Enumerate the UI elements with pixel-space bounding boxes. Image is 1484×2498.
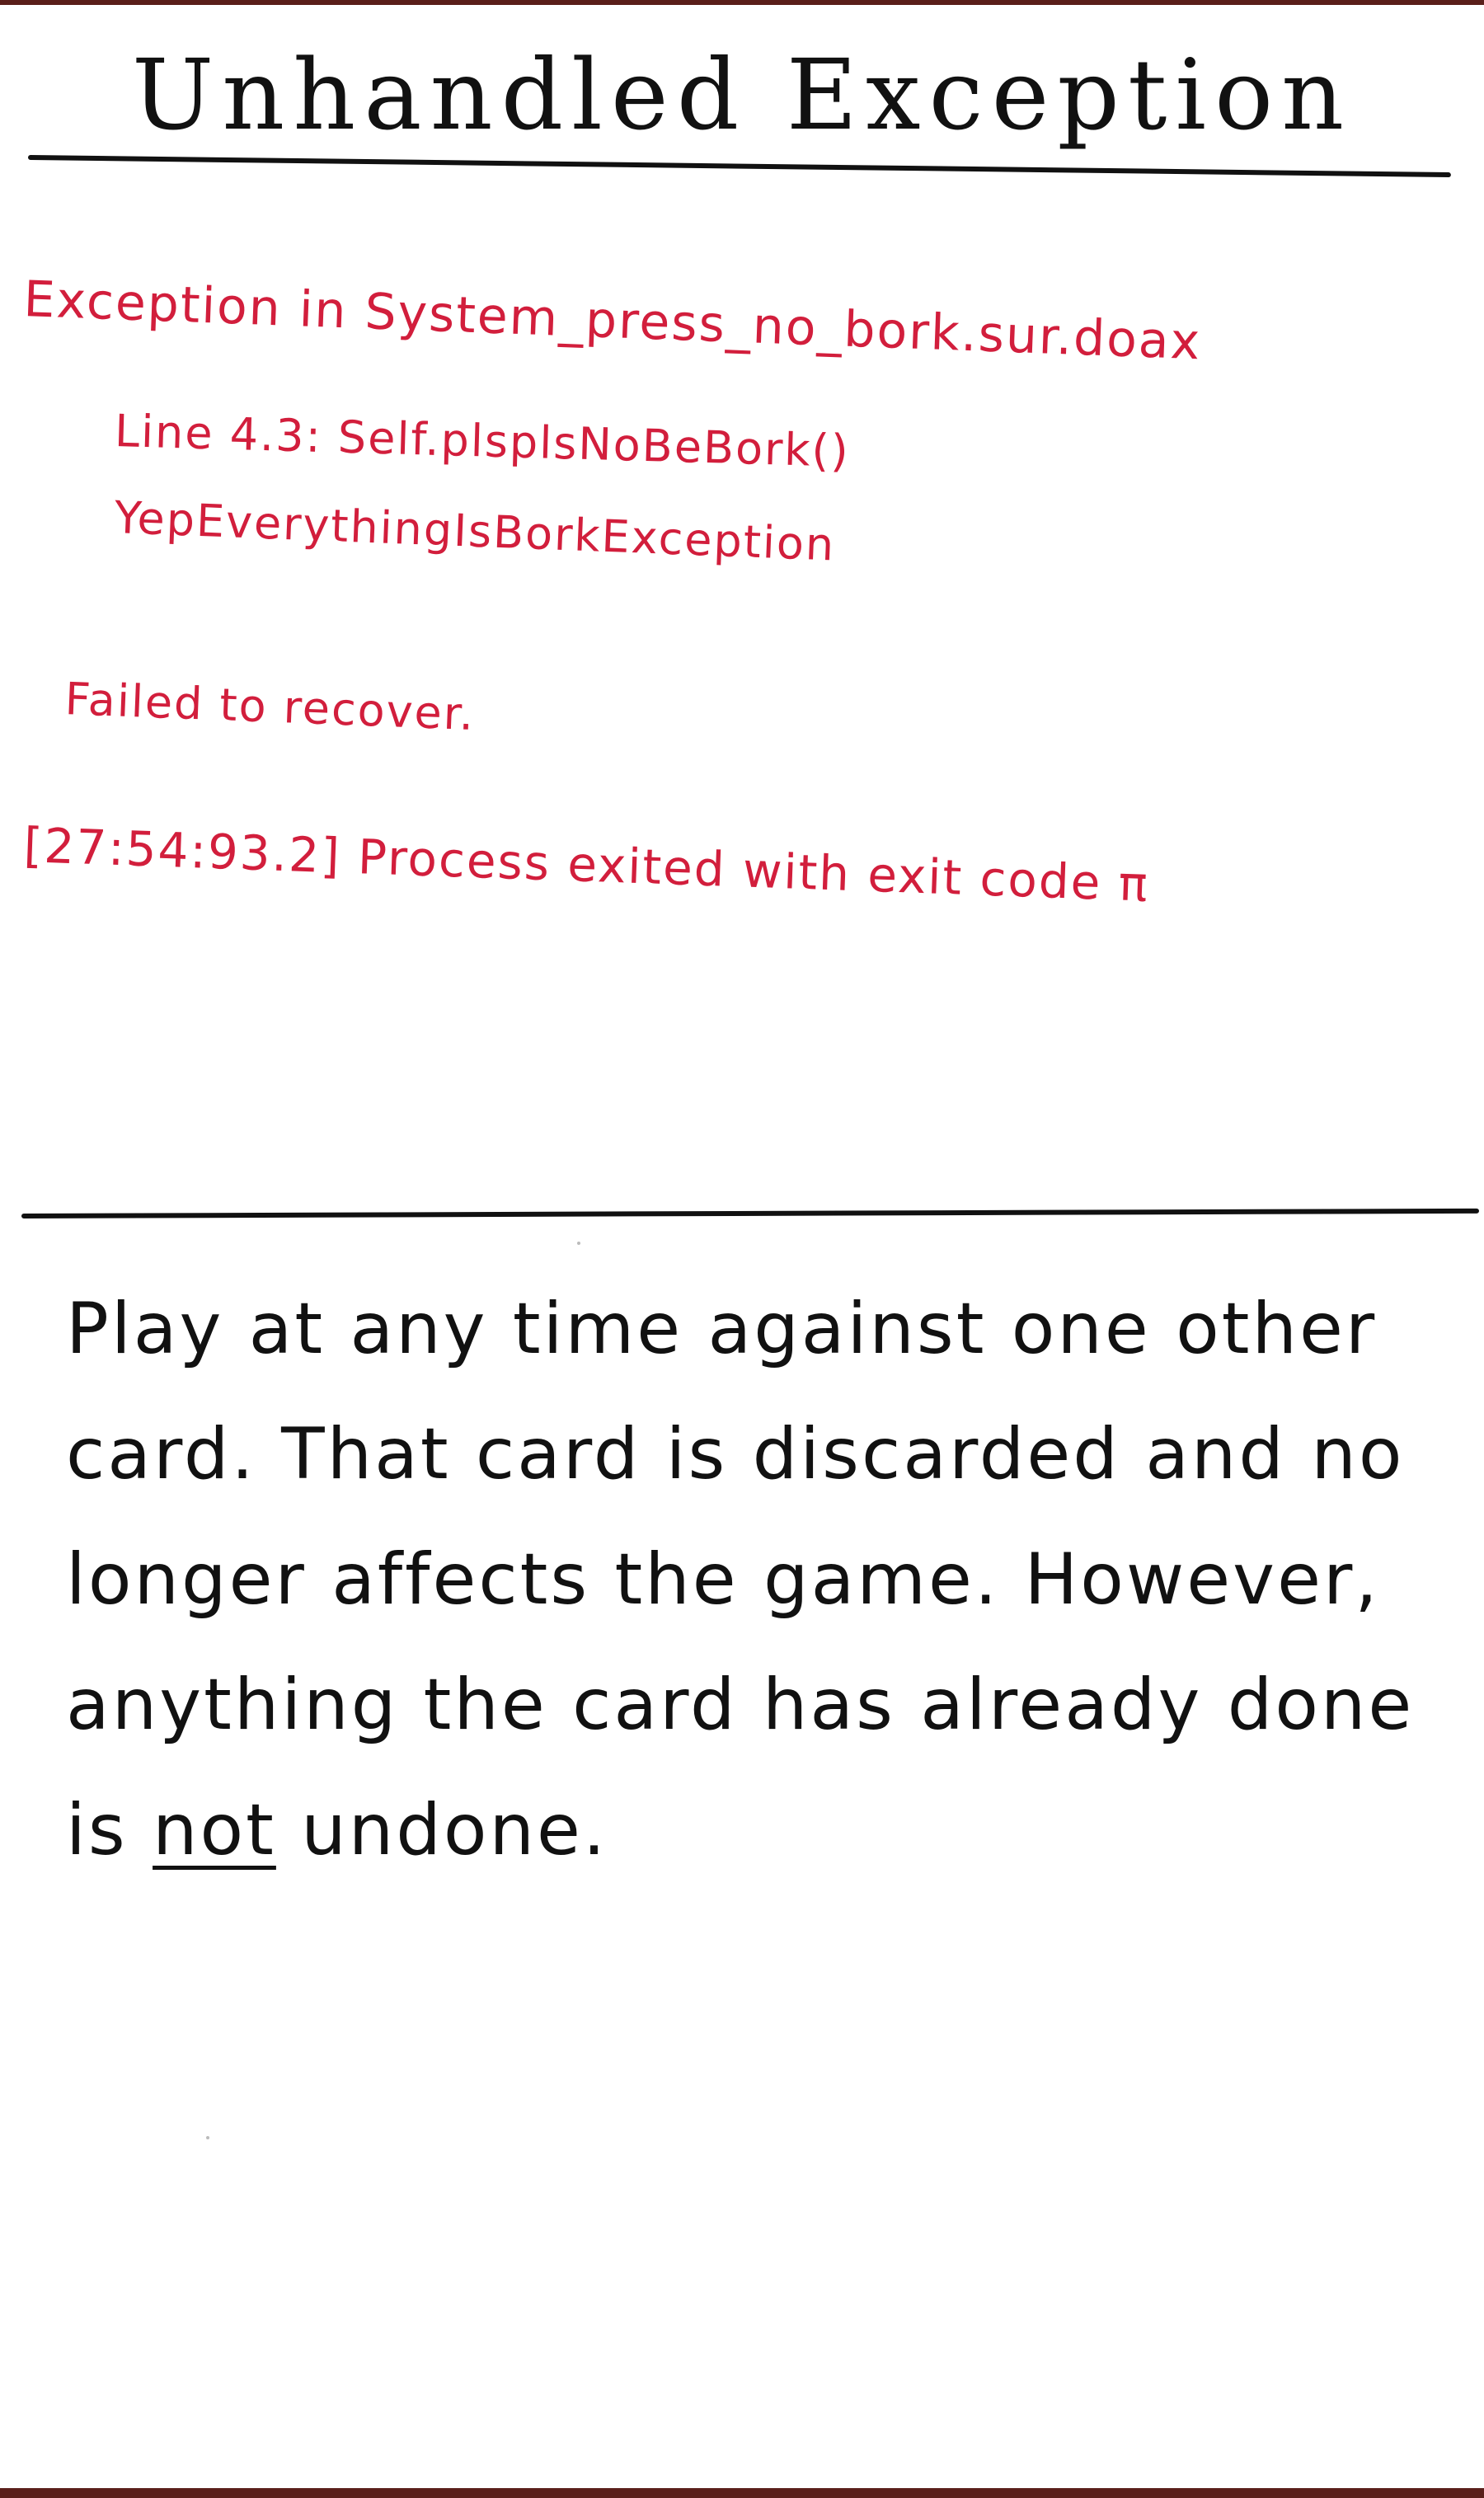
rules-text-part1: Play at any time against one other card. That card is discarded and no longer affects the game. However, anything the card has already done is <box>66 1288 1415 1871</box>
card-title: Unhandled Exception <box>131 38 1353 152</box>
paper-speck <box>577 1242 580 1245</box>
error-line-recover: Failed to recover. <box>63 673 477 741</box>
error-line-exception: Exception in System_press_no_bork.sur.doax <box>22 270 1203 372</box>
section-divider <box>21 1209 1479 1218</box>
paper-speck <box>206 2136 209 2139</box>
error-line-source: Line 4.3: Self.plsplsNoBeBork() <box>114 405 851 477</box>
card <box>0 5 1484 2488</box>
error-line-exit: [27:54:93.2] Process exited with exit code π <box>22 817 1150 913</box>
rules-text <box>66 1266 1435 1893</box>
error-line-type: YepEverythingIsBorkException <box>113 491 837 571</box>
title-divider <box>28 155 1451 177</box>
rules-text-emphasis: not <box>153 1789 276 1871</box>
rules-text-part2: undone. <box>275 1789 608 1871</box>
